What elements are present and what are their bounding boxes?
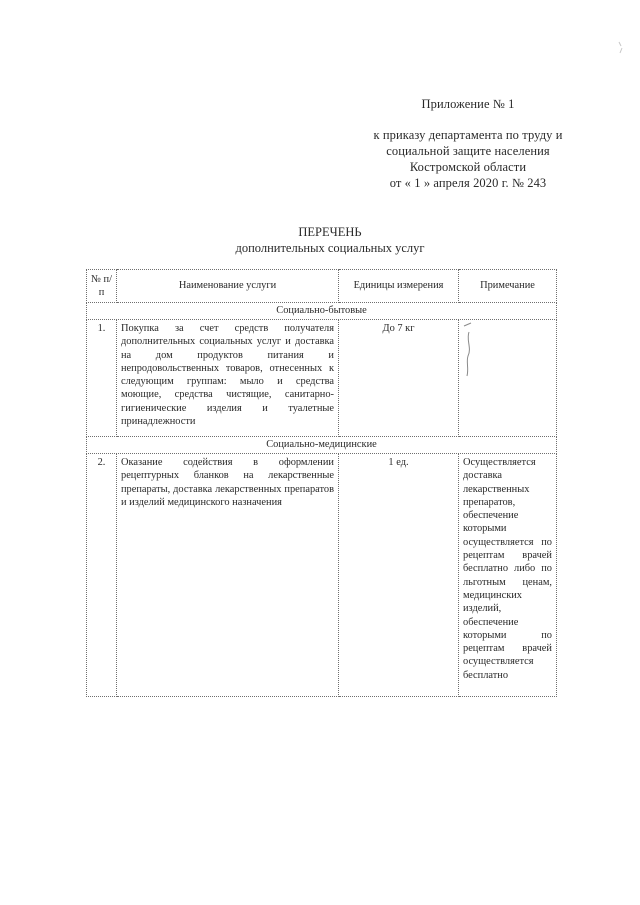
appendix-line-order: к приказу департамента по труду и bbox=[373, 128, 563, 142]
services-table bbox=[86, 269, 557, 697]
row-note: Осуществляется доставка лекарственных препаратов, обеспечение которыми осуществляется по рецептам врачей бесплатно либо по льготным ценам, медицинских изделий, обеспечение которыми по рецептам врачей осуществляется бесплатно bbox=[459, 454, 557, 697]
row-num: 2. bbox=[87, 454, 117, 697]
list-title: ПЕРЕЧЕНЬ bbox=[298, 225, 362, 239]
header-num: № п/п bbox=[87, 270, 117, 303]
appendix-line-region: Костромской области bbox=[409, 160, 527, 174]
section-row-household bbox=[87, 303, 557, 320]
appendix-block bbox=[318, 0, 618, 200]
appendix-line-department: социальной защите населения bbox=[386, 144, 550, 158]
header-unit: Единицы измерения bbox=[339, 270, 459, 303]
row-num: 1. bbox=[87, 320, 117, 437]
table-row bbox=[87, 454, 557, 697]
table-header-row bbox=[87, 270, 557, 303]
section-title-medical: Социально-медицинские bbox=[87, 437, 557, 454]
pencil-mark-icon bbox=[462, 322, 476, 378]
section-title-household: Социально-бытовые bbox=[87, 303, 557, 320]
header-name: Наименование услуги bbox=[117, 270, 339, 303]
row-name: Оказание содействия в оформлении рецептурных бланков на лекарственные препараты, доставка лекарственных препаратов и изделий медицинского назначения bbox=[117, 454, 339, 697]
table-row bbox=[87, 320, 557, 437]
row-unit: До 7 кг bbox=[339, 320, 459, 437]
section-row-medical bbox=[87, 437, 557, 454]
appendix-title: Приложение № 1 bbox=[421, 97, 515, 111]
row-name: Покупка за счет средств получателя дополнительных социальных услуг и доставка на дом продуктов питания и непродовольственных товаров, отнесенных к следующим группам: мыло и средства моющие, средства чистящие, санитарно-гигиенические изделия и туалетные принадлежности bbox=[117, 320, 339, 437]
row-unit: 1 ед. bbox=[339, 454, 459, 697]
list-subtitle: дополнительных социальных услуг bbox=[235, 241, 425, 255]
scan-speck-icon bbox=[616, 40, 626, 56]
header-note: Примечание bbox=[459, 270, 557, 303]
appendix-line-date: от « 1 » апреля 2020 г. № 243 bbox=[389, 176, 547, 190]
